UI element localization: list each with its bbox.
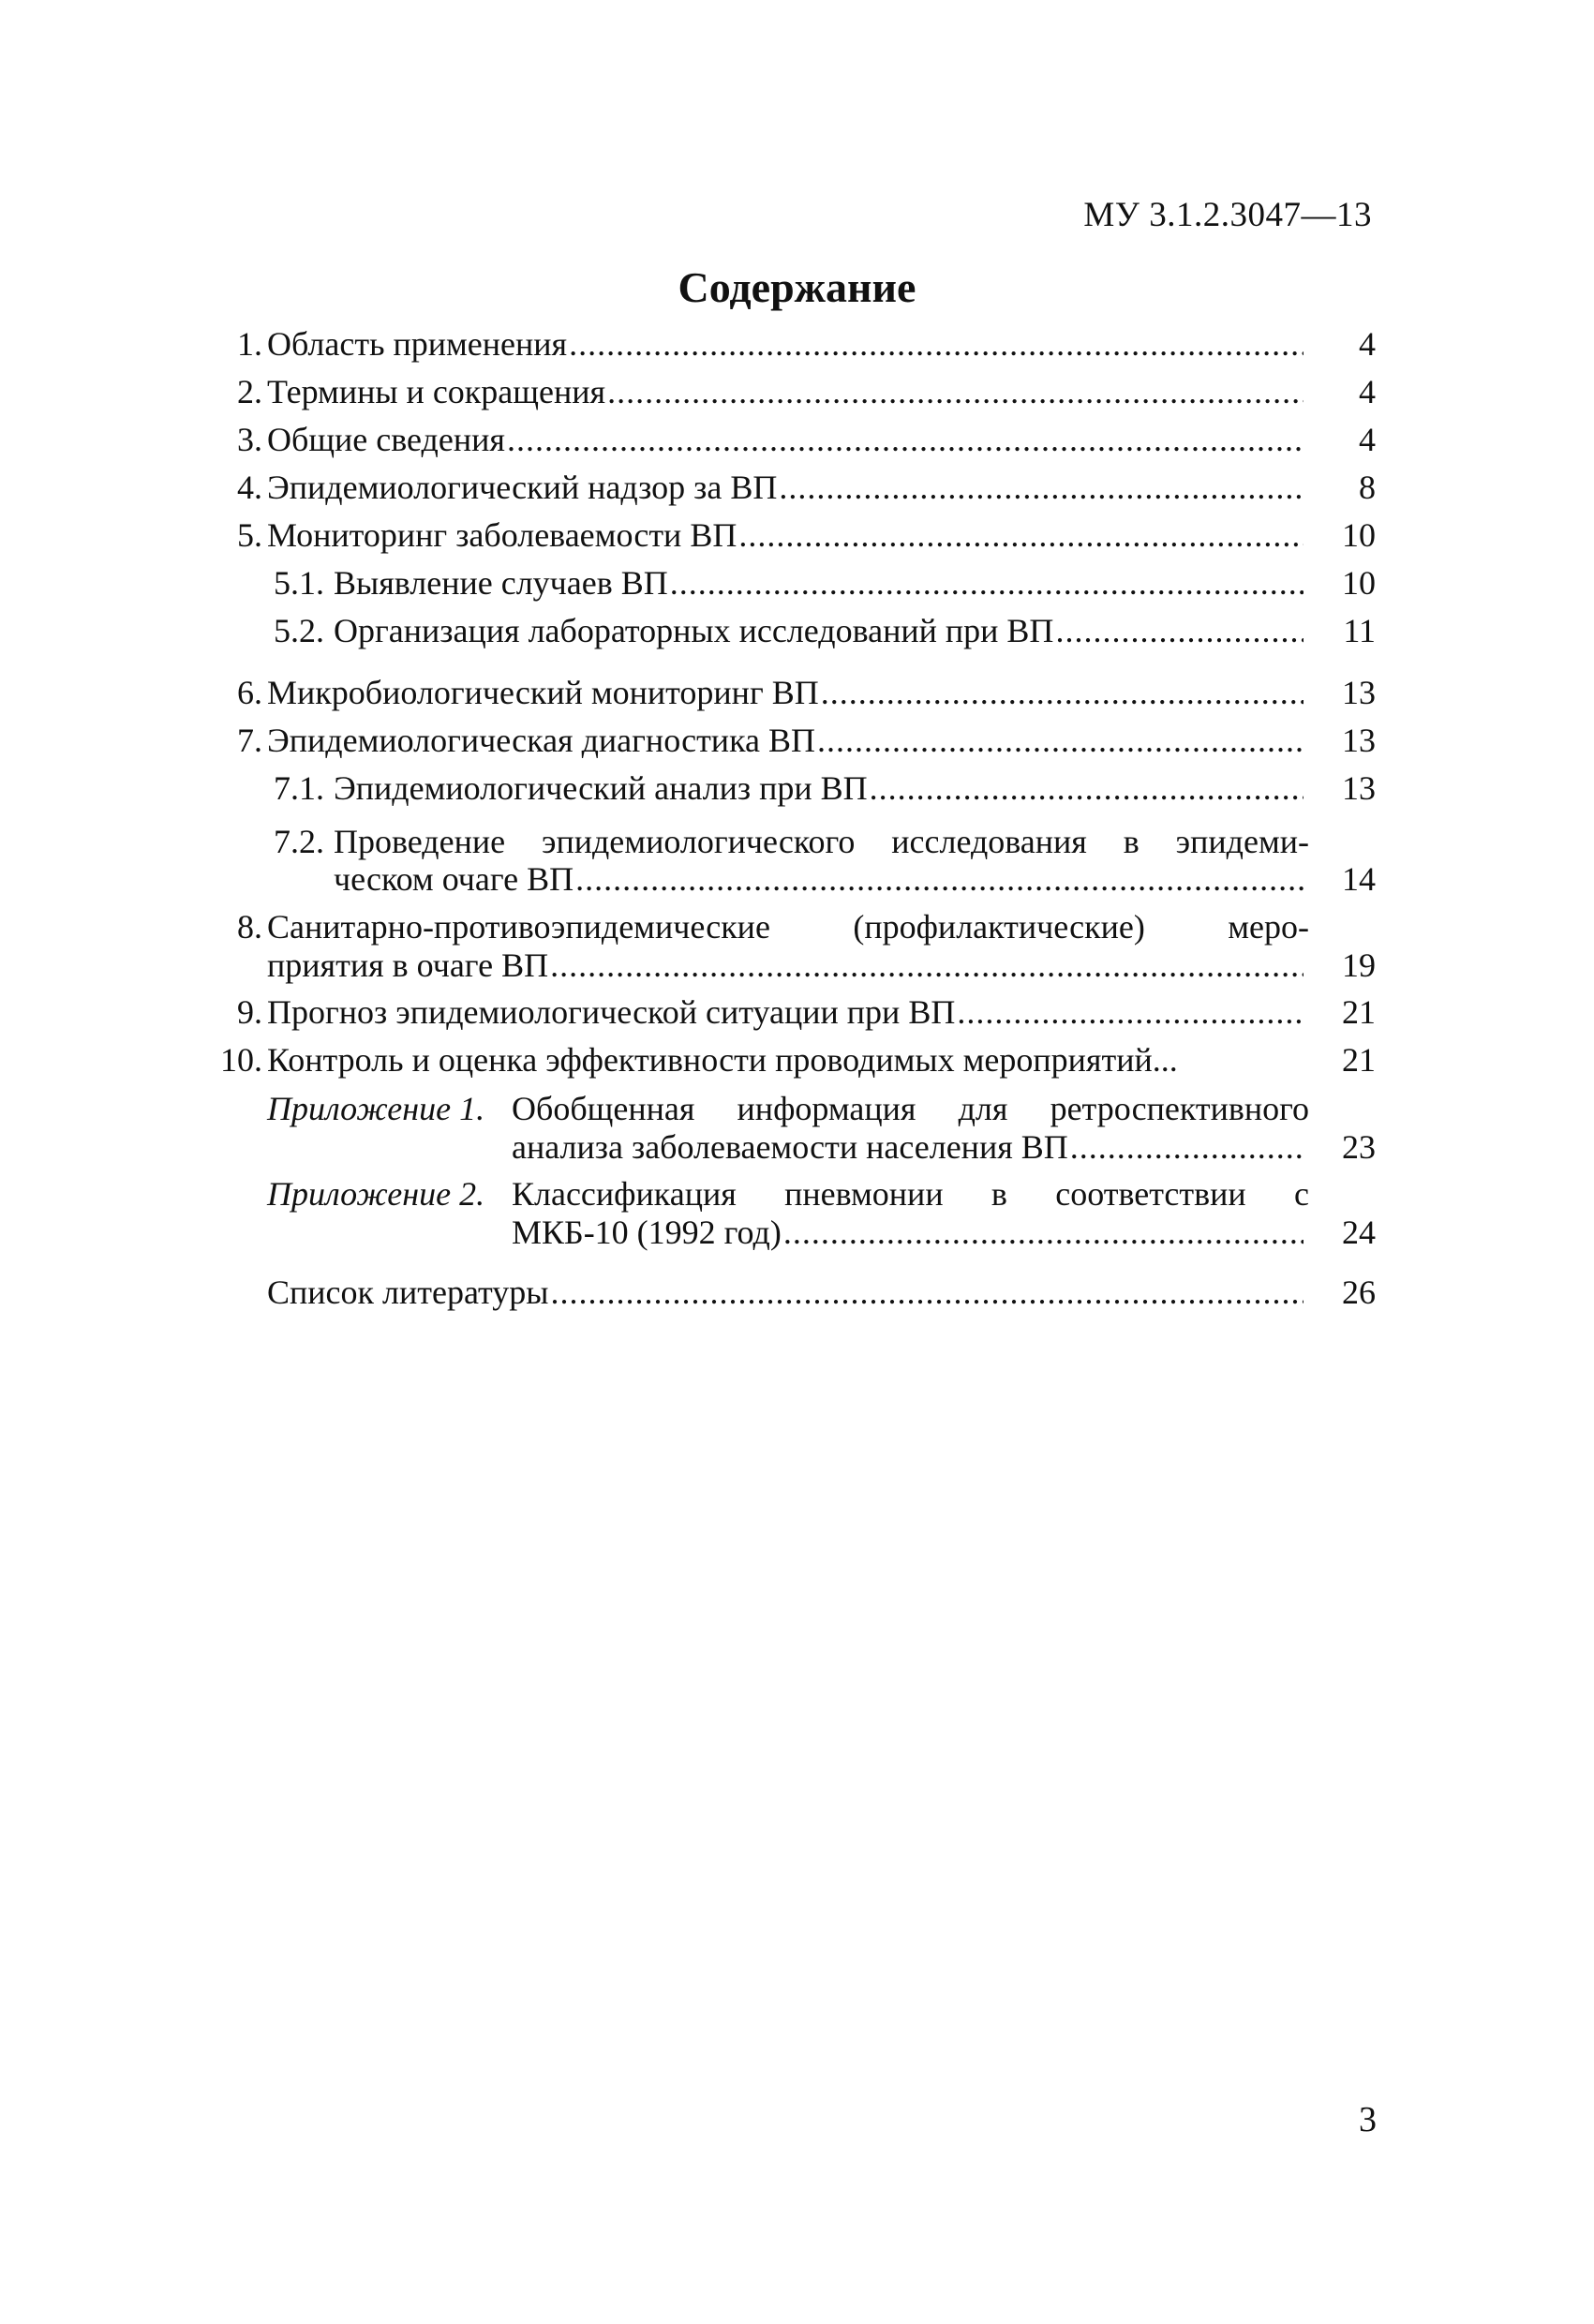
toc-entry-number: 7.1.: [274, 769, 324, 807]
toc-entry-number: 5.: [237, 516, 262, 554]
toc-entry-page: 21: [1342, 1041, 1376, 1079]
toc-entry-number: 3.: [237, 421, 262, 458]
toc-entry-title-line2: анализа заболеваемости населения ВП: [512, 1128, 1068, 1166]
leader-dots: [507, 419, 1304, 460]
toc-entry-title-line2: приятия в очаге ВП: [267, 946, 549, 984]
toc-entry-number: 4.: [237, 469, 262, 506]
table-of-contents: [0, 323, 1594, 1354]
leader-dots: [550, 1272, 1304, 1313]
toc-entry-title: Эпидемиологический анализ при ВП: [334, 769, 868, 807]
toc-entry-title: Эпидемиологический надзор за ВП: [267, 469, 778, 506]
toc-entry-page: 24: [1342, 1214, 1376, 1251]
toc-entry-title: Общие сведения: [267, 421, 505, 458]
toc-entry-page: 13: [1342, 769, 1376, 807]
page-number: 3: [1359, 2100, 1377, 2139]
toc-entry-page: 10: [1342, 564, 1376, 602]
leader-dots: [569, 323, 1304, 365]
toc-entry-title-line1: Классификация пневмонии в соответствии с: [512, 1175, 1309, 1213]
toc-entry-page: 26: [1342, 1274, 1376, 1311]
appendix-label: Приложение 2.: [267, 1175, 485, 1213]
leader-dots: [670, 562, 1304, 603]
toc-title: Содержание: [678, 263, 916, 311]
leader-dots: [817, 720, 1304, 761]
toc-subentry[interactable]: [0, 821, 1594, 903]
toc-entry-page: 4: [1359, 421, 1376, 458]
leader-dots: [821, 672, 1304, 713]
toc-entry-number: 8.: [237, 908, 262, 946]
leader-dots: [1055, 610, 1304, 651]
toc-entry-number: 7.: [237, 722, 262, 759]
leader-dots: [783, 1212, 1304, 1253]
toc-entry-title: Список литературы: [267, 1274, 549, 1311]
toc-entry-title: Термины и сокращения: [267, 373, 606, 410]
toc-entry-page: 23: [1342, 1128, 1376, 1166]
toc-entry-page: 8: [1359, 469, 1376, 506]
leader-dots: [738, 514, 1304, 556]
leader-dots: [607, 371, 1304, 412]
toc-entry-page: 21: [1342, 993, 1376, 1031]
toc-entry-page: 4: [1359, 373, 1376, 410]
toc-entry-title: Контроль и оценка эффективности проводимых мероприятий...: [267, 1041, 1178, 1079]
toc-entry-title: Микробиологический мониторинг ВП: [267, 674, 819, 711]
document-code: МУ 3.1.2.3047—13: [1083, 196, 1372, 234]
leader-dots: [1070, 1126, 1304, 1168]
toc-entry-title: Организация лабораторных исследований при ВП: [334, 612, 1054, 649]
toc-entry-number: 5.1.: [274, 564, 324, 602]
toc-entry-title-line1: Обобщенная информация для ретроспективного: [512, 1090, 1309, 1127]
toc-entry-title-line1: Санитарно-противоэпидемические (профилактические) меро-: [267, 908, 1309, 946]
toc-entry-number: 2.: [237, 373, 262, 410]
leader-dots: [779, 467, 1304, 508]
toc-entry-title-line1: Проведение эпидемиологического исследования в эпидеми-: [334, 823, 1309, 860]
toc-entry-page: 19: [1342, 946, 1376, 984]
toc-entry-number: 10.: [220, 1041, 262, 1079]
appendix-label: Приложение 1.: [267, 1090, 485, 1127]
toc-entry-page: 13: [1342, 722, 1376, 759]
toc-entry-title: Область применения: [267, 325, 568, 363]
toc-entry-number: 9.: [237, 993, 262, 1031]
leader-dots: [575, 858, 1304, 900]
toc-entry-page: 11: [1343, 612, 1376, 649]
toc-entry-number: 6.: [237, 674, 262, 711]
leader-dots: [870, 767, 1304, 809]
toc-entry-number: 5.2.: [274, 612, 324, 649]
toc-entry-title: Прогноз эпидемиологической ситуации при ВП: [267, 993, 956, 1031]
toc-appendix-entry[interactable]: [0, 1173, 1594, 1256]
toc-entry-page: 10: [1342, 516, 1376, 554]
toc-appendix-entry[interactable]: [0, 1088, 1594, 1170]
toc-entry-number: 7.2.: [274, 823, 324, 860]
toc-entry-title-line2: МКБ-10 (1992 год): [512, 1214, 782, 1251]
toc-entry-title: Эпидемиологическая диагностика ВП: [267, 722, 815, 759]
leader-dots: [957, 991, 1304, 1033]
toc-entry-page: 4: [1359, 325, 1376, 363]
leader-dots: [550, 945, 1304, 986]
toc-entry-title-line2: ческом очаге ВП: [334, 860, 574, 898]
toc-entry-number: 1.: [237, 325, 262, 363]
toc-entry-page: 13: [1342, 674, 1376, 711]
toc-entry-title: Выявление случаев ВП: [334, 564, 668, 602]
toc-entry-title: Мониторинг заболеваемости ВП: [267, 516, 737, 554]
toc-entry-page: 14: [1342, 860, 1376, 898]
toc-entry[interactable]: [0, 906, 1594, 989]
